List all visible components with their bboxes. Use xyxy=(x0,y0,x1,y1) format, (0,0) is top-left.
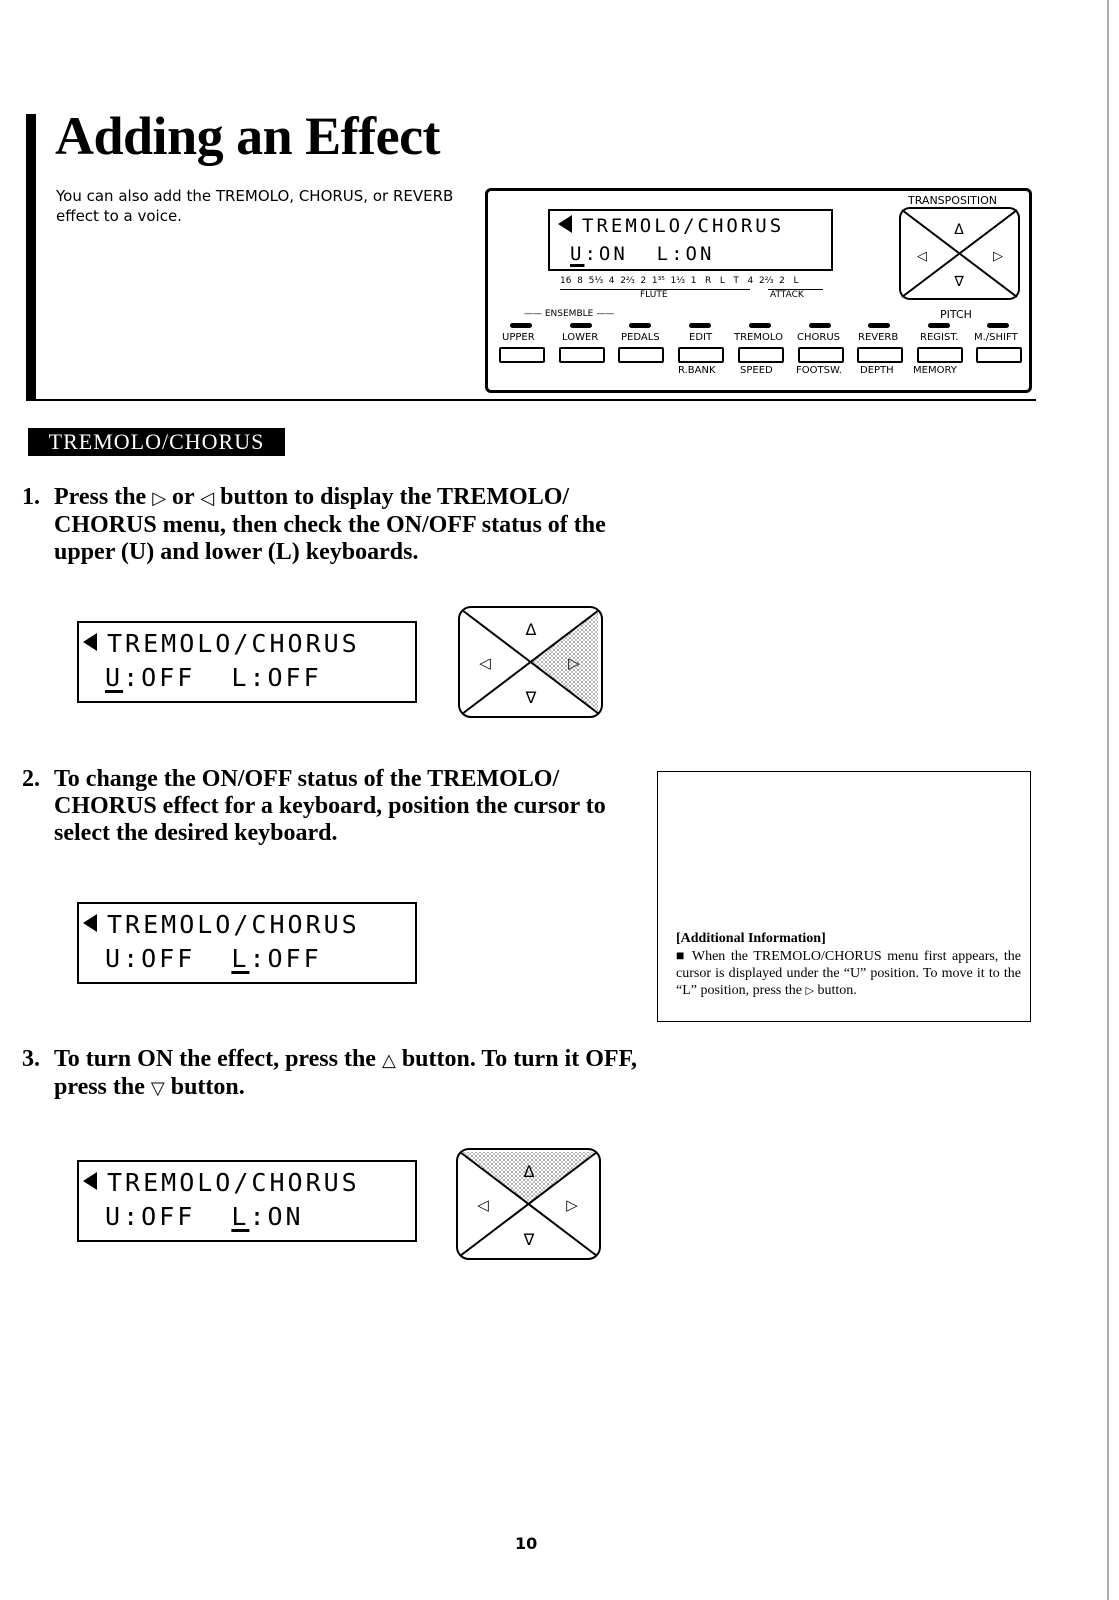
indicator-pedals xyxy=(629,323,651,328)
display-1-mid: :OFF xyxy=(123,663,232,692)
left-button-icon: ◁ xyxy=(200,488,215,509)
display-2-line1: TREMOLO/CHORUS xyxy=(107,910,360,939)
transpose-right-icon[interactable]: ▷ xyxy=(993,249,1003,264)
lcd-left-arrow-icon xyxy=(558,215,572,233)
transposition-nav-pad[interactable] xyxy=(898,206,1021,301)
regist-button[interactable] xyxy=(917,347,963,363)
display-3-mid: :OFF xyxy=(123,1202,232,1231)
label-depth: DEPTH xyxy=(860,365,894,376)
label-chorus: CHORUS xyxy=(797,332,840,343)
step-3-text-a: To turn ON the effect, press the xyxy=(54,1046,382,1072)
step-1 xyxy=(22,484,642,566)
page-edge xyxy=(1107,0,1109,1600)
chorus-button[interactable] xyxy=(798,347,844,363)
indicator-upper xyxy=(510,323,532,328)
transpose-left-icon[interactable]: ◁ xyxy=(917,249,927,264)
display-1-u: U xyxy=(105,663,124,692)
info-bullet-icon: ■ xyxy=(676,949,687,964)
edit-button[interactable] xyxy=(678,347,724,363)
lcd-display-1 xyxy=(77,621,417,703)
transposition-label: TRANSPOSITION xyxy=(908,194,998,207)
pitch-label: PITCH xyxy=(940,308,972,321)
intro-text: You can also add the TREMOLO, CHORUS, or REVERB effect to a voice. xyxy=(56,187,454,225)
label-upper: UPPER xyxy=(502,332,535,343)
nav-up-icon[interactable]: Δ xyxy=(525,620,537,639)
page-number: 10 xyxy=(515,1534,538,1553)
lower-button[interactable] xyxy=(559,347,605,363)
display-1-line1: TREMOLO/CHORUS xyxy=(107,629,360,658)
indicator-tremolo xyxy=(749,323,771,328)
label-memory: MEMORY xyxy=(913,365,957,376)
display-3-line1: TREMOLO/CHORUS xyxy=(107,1168,360,1197)
info-text-end: button. xyxy=(813,983,857,998)
panel-button-row xyxy=(496,319,1026,389)
nav-down-icon[interactable]: ∇ xyxy=(523,1230,535,1249)
nav-left-icon[interactable]: ◁ xyxy=(477,1196,489,1214)
step-2-number: 2. xyxy=(22,766,40,792)
nav-up-icon[interactable]: Δ xyxy=(523,1162,535,1181)
nav-pad-up-pressed[interactable] xyxy=(455,1147,602,1261)
step-3 xyxy=(22,1046,642,1102)
step-3-text-b: button. To turn it OFF, press the xyxy=(54,1046,637,1100)
attack-label: ATTACK xyxy=(770,290,804,300)
info-body xyxy=(676,948,1021,999)
indicator-lower xyxy=(570,323,592,328)
transpose-up-icon[interactable]: Δ xyxy=(954,222,964,238)
header-rule xyxy=(26,399,1036,401)
upper-button[interactable] xyxy=(499,347,545,363)
label-tremolo: TREMOLO xyxy=(734,332,783,343)
lcd-arrow-icon xyxy=(83,1172,97,1190)
transpose-down-icon[interactable]: ∇ xyxy=(954,274,964,290)
label-mshift: M./SHIFT xyxy=(974,332,1018,343)
lcd-line2: :ON L:ON xyxy=(584,243,715,265)
display-3-l: L xyxy=(231,1202,250,1231)
indicator-mshift xyxy=(987,323,1009,328)
lcd-arrow-icon xyxy=(83,633,97,651)
indicator-regist xyxy=(928,323,950,328)
info-heading: [Additional Information] xyxy=(676,931,826,946)
pedals-button[interactable] xyxy=(618,347,664,363)
label-edit: EDIT xyxy=(689,332,713,343)
display-1-end: :OFF xyxy=(249,663,322,692)
step-1-text-c: button to display the TREMOLO/ CHORUS menu, then check the ON/OFF status of the upper (U) and lower (L) keyboards. xyxy=(54,484,606,565)
nav-pad-right-pressed[interactable] xyxy=(457,605,604,719)
label-speed: SPEED xyxy=(740,365,773,376)
label-rbank: R.BANK xyxy=(678,365,716,376)
flute-label: FLUTE xyxy=(640,290,668,300)
step-1-number: 1. xyxy=(22,484,40,510)
up-button-icon: △ xyxy=(381,1050,396,1071)
mshift-button[interactable] xyxy=(976,347,1022,363)
lcd-cursor-u: U xyxy=(570,243,585,265)
display-2-mid: :OFF xyxy=(123,944,232,973)
lcd-display-3 xyxy=(77,1160,417,1242)
tremolo-button[interactable] xyxy=(738,347,784,363)
section-heading: TREMOLO/CHORUS xyxy=(28,428,285,456)
ensemble-label: —— ENSEMBLE —— xyxy=(524,309,615,319)
label-footsw: FOOTSW. xyxy=(796,365,842,376)
step-3-number: 3. xyxy=(22,1046,40,1072)
display-1-l: L xyxy=(231,663,250,692)
indicator-chorus xyxy=(809,323,831,328)
additional-info-box xyxy=(657,771,1031,1022)
step-1-text-a: Press the xyxy=(54,484,153,510)
lcd-arrow-icon xyxy=(83,914,97,932)
info-right-button-icon: ▷ xyxy=(805,984,814,997)
footage-scale: 16 8 5⅓ 4 2⅔ 2 1³⁵ 1⅓ 1 R L T 4 2⅔ 2 L xyxy=(560,276,799,286)
nav-right-icon[interactable]: ▷ xyxy=(566,1196,578,1214)
indicator-reverb xyxy=(868,323,890,328)
step-1-text-b: or xyxy=(166,484,201,510)
down-button-icon: ▽ xyxy=(150,1078,165,1099)
step-2-text: To change the ON/OFF status of the TREMOLO/ CHORUS effect for a keyboard, position the cursor to select the desired keyboard. xyxy=(54,766,606,846)
display-3-end: :ON xyxy=(249,1202,304,1231)
lcd-line1: TREMOLO/CHORUS xyxy=(582,215,785,237)
step-2 xyxy=(22,766,642,847)
label-lower: LOWER xyxy=(562,332,599,343)
display-2-l: L xyxy=(231,944,250,973)
step-3-text-c: button. xyxy=(164,1074,245,1100)
label-regist: REGIST. xyxy=(920,332,959,343)
page-title: Adding an Effect xyxy=(55,106,441,166)
info-text: When the TREMOLO/CHORUS menu first appears, the cursor is displayed under the “U” position. To move it to the “L” position, press the xyxy=(676,949,1021,998)
display-2-u: U xyxy=(105,944,124,973)
indicator-edit xyxy=(689,323,711,328)
reverb-button[interactable] xyxy=(857,347,903,363)
label-reverb: REVERB xyxy=(858,332,899,343)
lcd-display-2 xyxy=(77,902,417,984)
display-2-end: :OFF xyxy=(249,944,322,973)
panel-lcd xyxy=(548,209,833,271)
title-side-bar xyxy=(26,114,36,401)
right-button-icon: ▷ xyxy=(152,488,167,509)
control-panel xyxy=(485,188,1032,393)
nav-down-icon[interactable]: ∇ xyxy=(525,688,537,707)
nav-right-icon[interactable]: ▷ xyxy=(568,654,580,672)
nav-left-icon[interactable]: ◁ xyxy=(479,654,491,672)
display-3-u: U xyxy=(105,1202,124,1231)
label-pedals: PEDALS xyxy=(621,332,660,343)
